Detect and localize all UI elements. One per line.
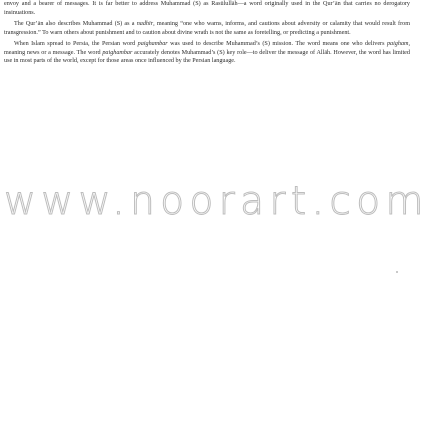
text-run: The Qur’ān also describes Muhammad (S) as a xyxy=(14,21,137,27)
italic-term: paighambar xyxy=(137,41,168,47)
speck-mark xyxy=(396,271,398,273)
text-run: envoy and a bearer of messages. It is far better to address Muhammad (S) as Rasūlullāh—a word originally used in the Qur’ān that carries no derogatory insinuations. xyxy=(4,1,410,16)
paragraph-3 xyxy=(4,40,410,66)
text-run: was used to describe Muhammad’s (S) mission. The word means one who delivers xyxy=(167,41,387,47)
italic-term: paigham xyxy=(386,41,409,47)
text-run: , meaning news or a message. The word xyxy=(4,41,410,56)
italic-term: paighambar xyxy=(102,49,133,56)
watermark: www.noorart.com xyxy=(4,179,429,224)
paragraph-2 xyxy=(4,20,410,37)
body-text xyxy=(4,0,410,66)
text-run: , meaning “one who warns, informs, and cautions about adversity or calamity that would result from transgression.” To warn others about punishment and to caution about divine wrath is not the same as foretelling, or predicting a punishment. xyxy=(4,21,410,36)
text-run: accurately denotes Muhammad’s (S) key role—to deliver the message of Allāh. However, the word has limited use in most parts of the world, except for those areas once influenced by the Persian language. xyxy=(4,49,410,64)
italic-term: nadhīr xyxy=(136,21,154,27)
paragraph-1 xyxy=(4,0,410,17)
text-run: When Islam spread to Persia, the Persian word xyxy=(14,41,138,47)
